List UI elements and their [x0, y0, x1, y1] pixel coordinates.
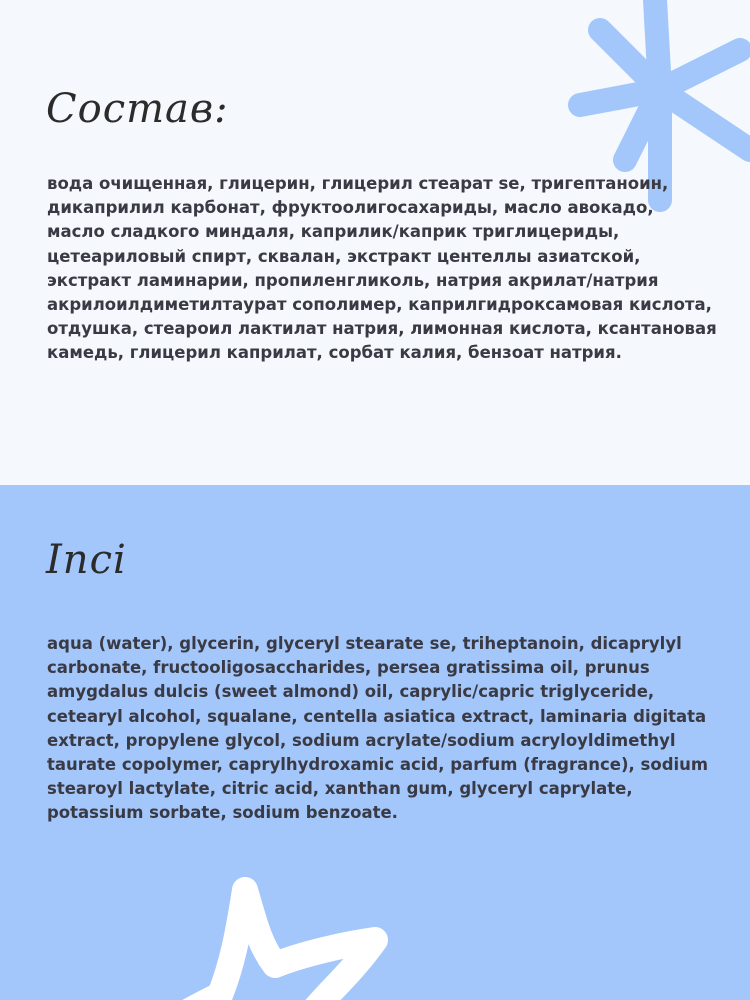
inci-heading: Inci [46, 537, 127, 583]
star-decoration-icon [140, 855, 420, 1000]
composition-section [0, 0, 750, 485]
inci-ingredients-text: aqua (water), glycerin, glyceryl stearate se, triheptanoin, dicaprylyl carbonate, fructooligosaccharides, persea gratissima oil, prunus amygdalus dulcis (sweet almond) oil, caprylic/capric triglyceride, cetearyl alcohol, squalane, centella asiatica extract, laminaria digitata extract, propylene glycol, sodium acrylate/sodium acryloyldimethyl taurate copolymer, caprylhydroxamic acid, parfum (fragrance), sodium stearoyl lactylate, citric acid, xanthan gum, glyceryl caprylate, potassium sorbate, sodium benzoate. [47, 634, 709, 823]
inci-section [0, 485, 750, 1000]
composition-heading: Состав: [46, 86, 229, 132]
composition-ingredients-text: вода очищенная, глицерин, глицерил стеарат se, тригептаноин, дикаприлил карбонат, фруктоолигосахариды, масло авокадо, масло сладкого миндаля, каприлик/каприк триглицериды, цетеариловый спирт, сквалан, экстракт центеллы азиатской, экстракт ламинарии, пропиленгликоль, натрия акрилат/натрия акрилоилдиметилтаурат сополимер, каприлгидроксамовая кислота, отдушка, стеароил лактилат натрия, лимонная кислота, ксантановая камедь, глицерил каприлат, сорбат калия, бензоат натрия. [47, 174, 717, 363]
